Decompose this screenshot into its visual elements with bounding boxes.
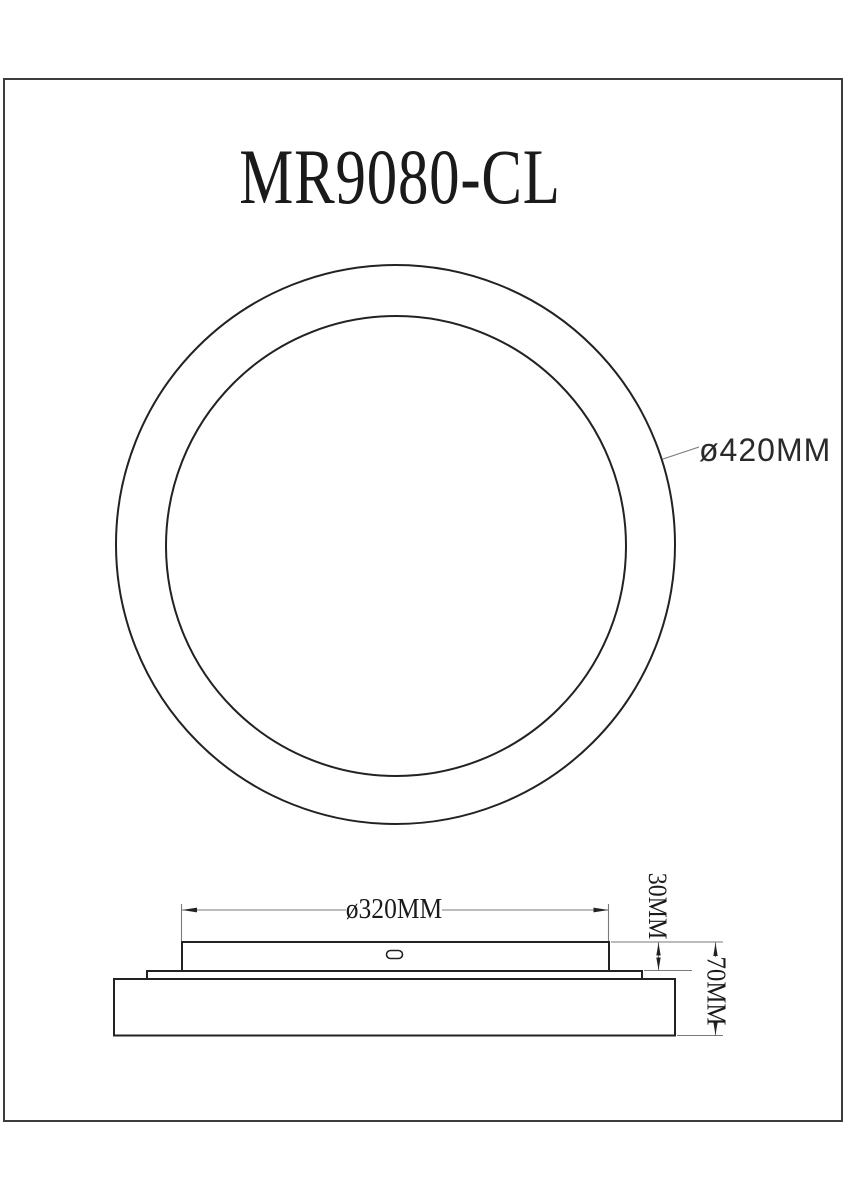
arrowhead-30-bottom <box>656 958 660 971</box>
dimension-label-plate-diameter: ø320MM <box>345 893 443 925</box>
arrowhead-30-top <box>656 943 660 956</box>
dimension-label-body-height: 30MM <box>643 872 672 940</box>
arrowhead-320-left <box>182 908 197 913</box>
lamp-inner-circle <box>166 316 626 776</box>
arrowhead-70-top <box>713 943 717 956</box>
side-upper-body <box>182 942 609 971</box>
dimension-label-outer-diameter: ø420MM <box>699 432 832 468</box>
side-center-slot <box>387 951 403 959</box>
side-base <box>114 979 675 1036</box>
lamp-outer-circle <box>116 265 675 824</box>
model-number-title: MR9080-CL <box>239 133 561 220</box>
dimension-label-total-height: 70MM <box>701 956 732 1026</box>
leader-line-420 <box>663 447 699 459</box>
arrowhead-320-right <box>594 908 609 913</box>
side-step-flange <box>147 971 642 979</box>
